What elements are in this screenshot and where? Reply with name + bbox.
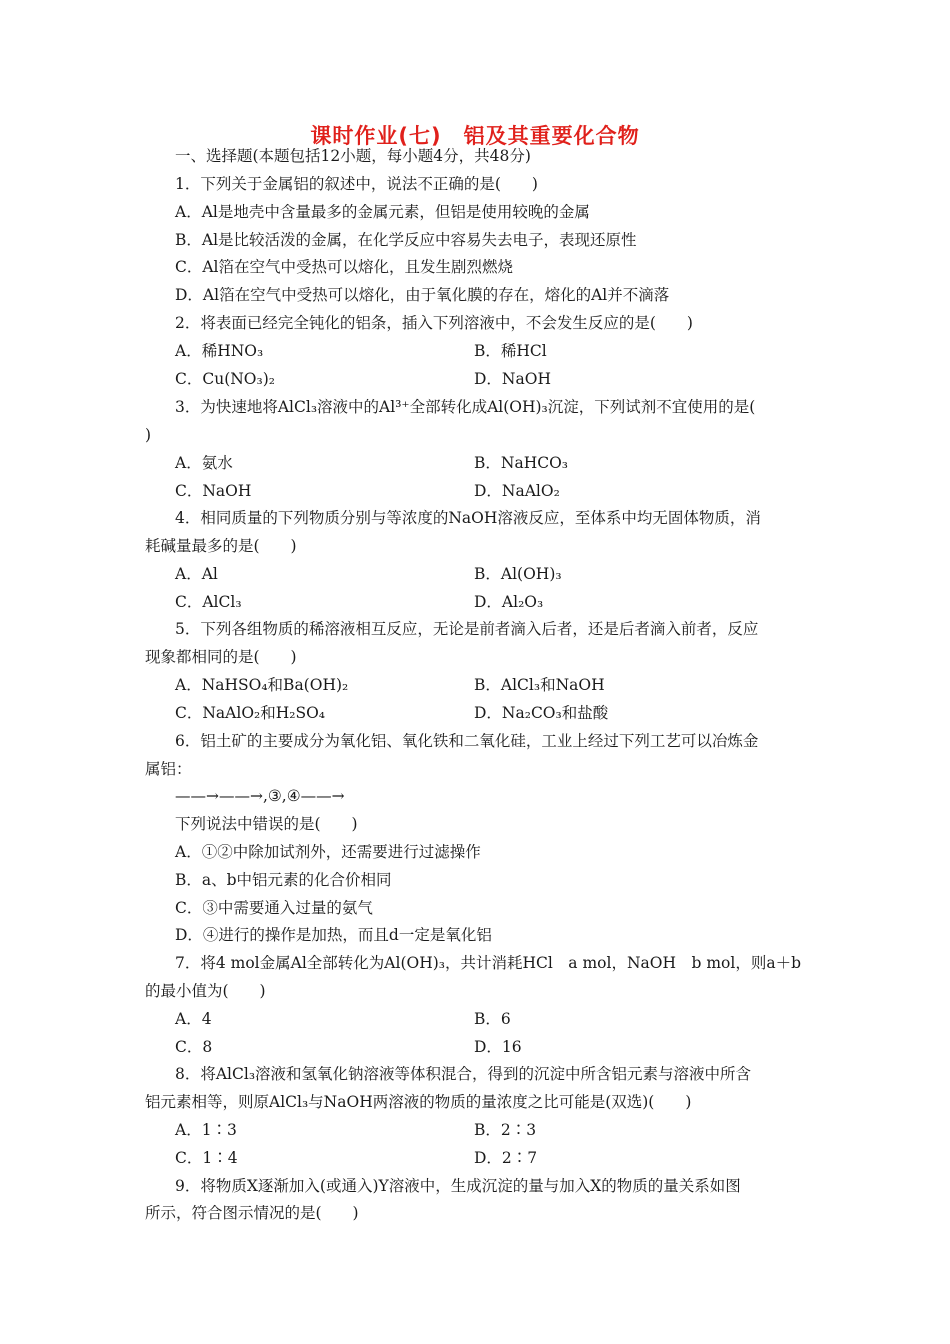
- q1-option-c: C．Al箔在空气中受热可以熔化，且发生剧烈燃烧: [175, 258, 514, 276]
- q3-option-a: A．氨水: [175, 454, 233, 472]
- q6-option-d: D．④进行的操作是加热，而且d一定是氧化铝: [175, 926, 492, 944]
- q8-stem-cont: 铝元素相等，则原AlCl₃与NaOH两溶液的物质的量浓度之比可能是(双选)( ): [145, 1093, 692, 1111]
- q6-option-a: A．①②中除加试剂外，还需要进行过滤操作: [175, 843, 481, 861]
- q4-option-a: A．Al: [175, 565, 218, 583]
- q2-stem: 2．将表面已经完全钝化的铝条，插入下列溶液中，不会发生反应的是( ): [175, 314, 693, 332]
- q3-stem-cont: ): [145, 426, 152, 444]
- q6-option-c: C．③中需要通入过量的氨气: [175, 899, 373, 917]
- q8-stem: 8．将AlCl₃溶液和氢氧化钠溶液等体积混合，得到的沉淀中所含铝元素与溶液中所含: [175, 1065, 752, 1083]
- q5-stem-cont: 现象都相同的是( ): [145, 648, 297, 666]
- q1-stem: 1．下列关于金属铝的叙述中，说法不正确的是( ): [175, 175, 538, 193]
- q6-process-flow: ——→——→,③,④——→: [175, 787, 345, 805]
- q8-option-a: A．1∶3: [175, 1121, 237, 1139]
- q5-stem: 5．下列各组物质的稀溶液相互反应，无论是前者滴入后者，还是后者滴入前者，反应: [175, 620, 759, 638]
- section-heading: 一、选择题(本题包括12小题，每小题4分，共48分): [175, 147, 531, 165]
- q8-option-d: D．2∶7: [474, 1149, 538, 1167]
- q6-stem-cont: 属铝：: [145, 760, 192, 778]
- q4-option-d: D．Al₂O₃: [474, 593, 544, 611]
- q6-sub-question: 下列说法中错误的是( ): [175, 815, 358, 833]
- q7-option-a: A．4: [175, 1010, 212, 1028]
- q9-stem-cont: 所示，符合图示情况的是( ): [145, 1204, 359, 1222]
- q4-option-b: B．Al(OH)₃: [474, 565, 562, 583]
- q2-option-c: C．Cu(NO₃)₂: [175, 370, 275, 388]
- q5-option-a: A．NaHSO₄和Ba(OH)₂: [175, 676, 349, 694]
- q2-option-d: D．NaOH: [474, 370, 551, 388]
- q5-option-c: C．NaAlO₂和H₂SO₄: [175, 704, 326, 722]
- q8-option-b: B．2∶3: [474, 1121, 537, 1139]
- q4-option-c: C．AlCl₃: [175, 593, 242, 611]
- q4-stem-cont: 耗碱量最多的是( ): [145, 537, 297, 555]
- q9-stem: 9．将物质X逐渐加入(或通入)Y溶液中，生成沉淀的量与加入X的物质的量关系如图: [175, 1177, 741, 1195]
- q6-stem: 6．铝土矿的主要成分为氧化铝、氧化铁和二氧化硅，工业上经过下列工艺可以冶炼金: [175, 732, 759, 750]
- q3-option-b: B．NaHCO₃: [474, 454, 568, 472]
- q7-option-d: D．16: [474, 1038, 522, 1056]
- q6-option-b: B．a、b中铝元素的化合价相同: [175, 871, 392, 889]
- q1-option-b: B．Al是比较活泼的金属，在化学反应中容易失去电子，表现还原性: [175, 231, 637, 249]
- q7-option-b: B．6: [474, 1010, 511, 1028]
- q1-option-a: A．Al是地壳中含量最多的金属元素，但铝是使用较晚的金属: [175, 203, 590, 221]
- q8-option-c: C．1∶4: [175, 1149, 238, 1167]
- q4-stem: 4．相同质量的下列物质分别与等浓度的NaOH溶液反应，至体系中均无固体物质，消: [175, 509, 761, 527]
- q2-option-a: A．稀HNO₃: [175, 342, 264, 360]
- q3-option-d: D．NaAlO₂: [474, 482, 560, 500]
- q1-option-d: D．Al箔在空气中受热可以熔化，由于氧化膜的存在，熔化的Al并不滴落: [175, 286, 670, 304]
- q5-option-d: D．Na₂CO₃和盐酸: [474, 704, 609, 722]
- q7-stem-cont: 的最小值为( ): [145, 982, 266, 1000]
- q7-stem: 7．将4 mol金属Al全部转化为Al(OH)₃，共计消耗HCl a mol，NaOH b mol，则a＋b: [175, 954, 801, 972]
- q7-option-c: C．8: [175, 1038, 213, 1056]
- q5-option-b: B．AlCl₃和NaOH: [474, 676, 605, 694]
- q3-option-c: C．NaOH: [175, 482, 252, 500]
- page-title: 课时作业(七) 铝及其重要化合物: [310, 124, 640, 148]
- q2-option-b: B．稀HCl: [474, 342, 547, 360]
- q3-stem: 3．为快速地将AlCl₃溶液中的Al³⁺全部转化成Al(OH)₃沉淀，下列试剂不宜使用的是(: [175, 398, 756, 416]
